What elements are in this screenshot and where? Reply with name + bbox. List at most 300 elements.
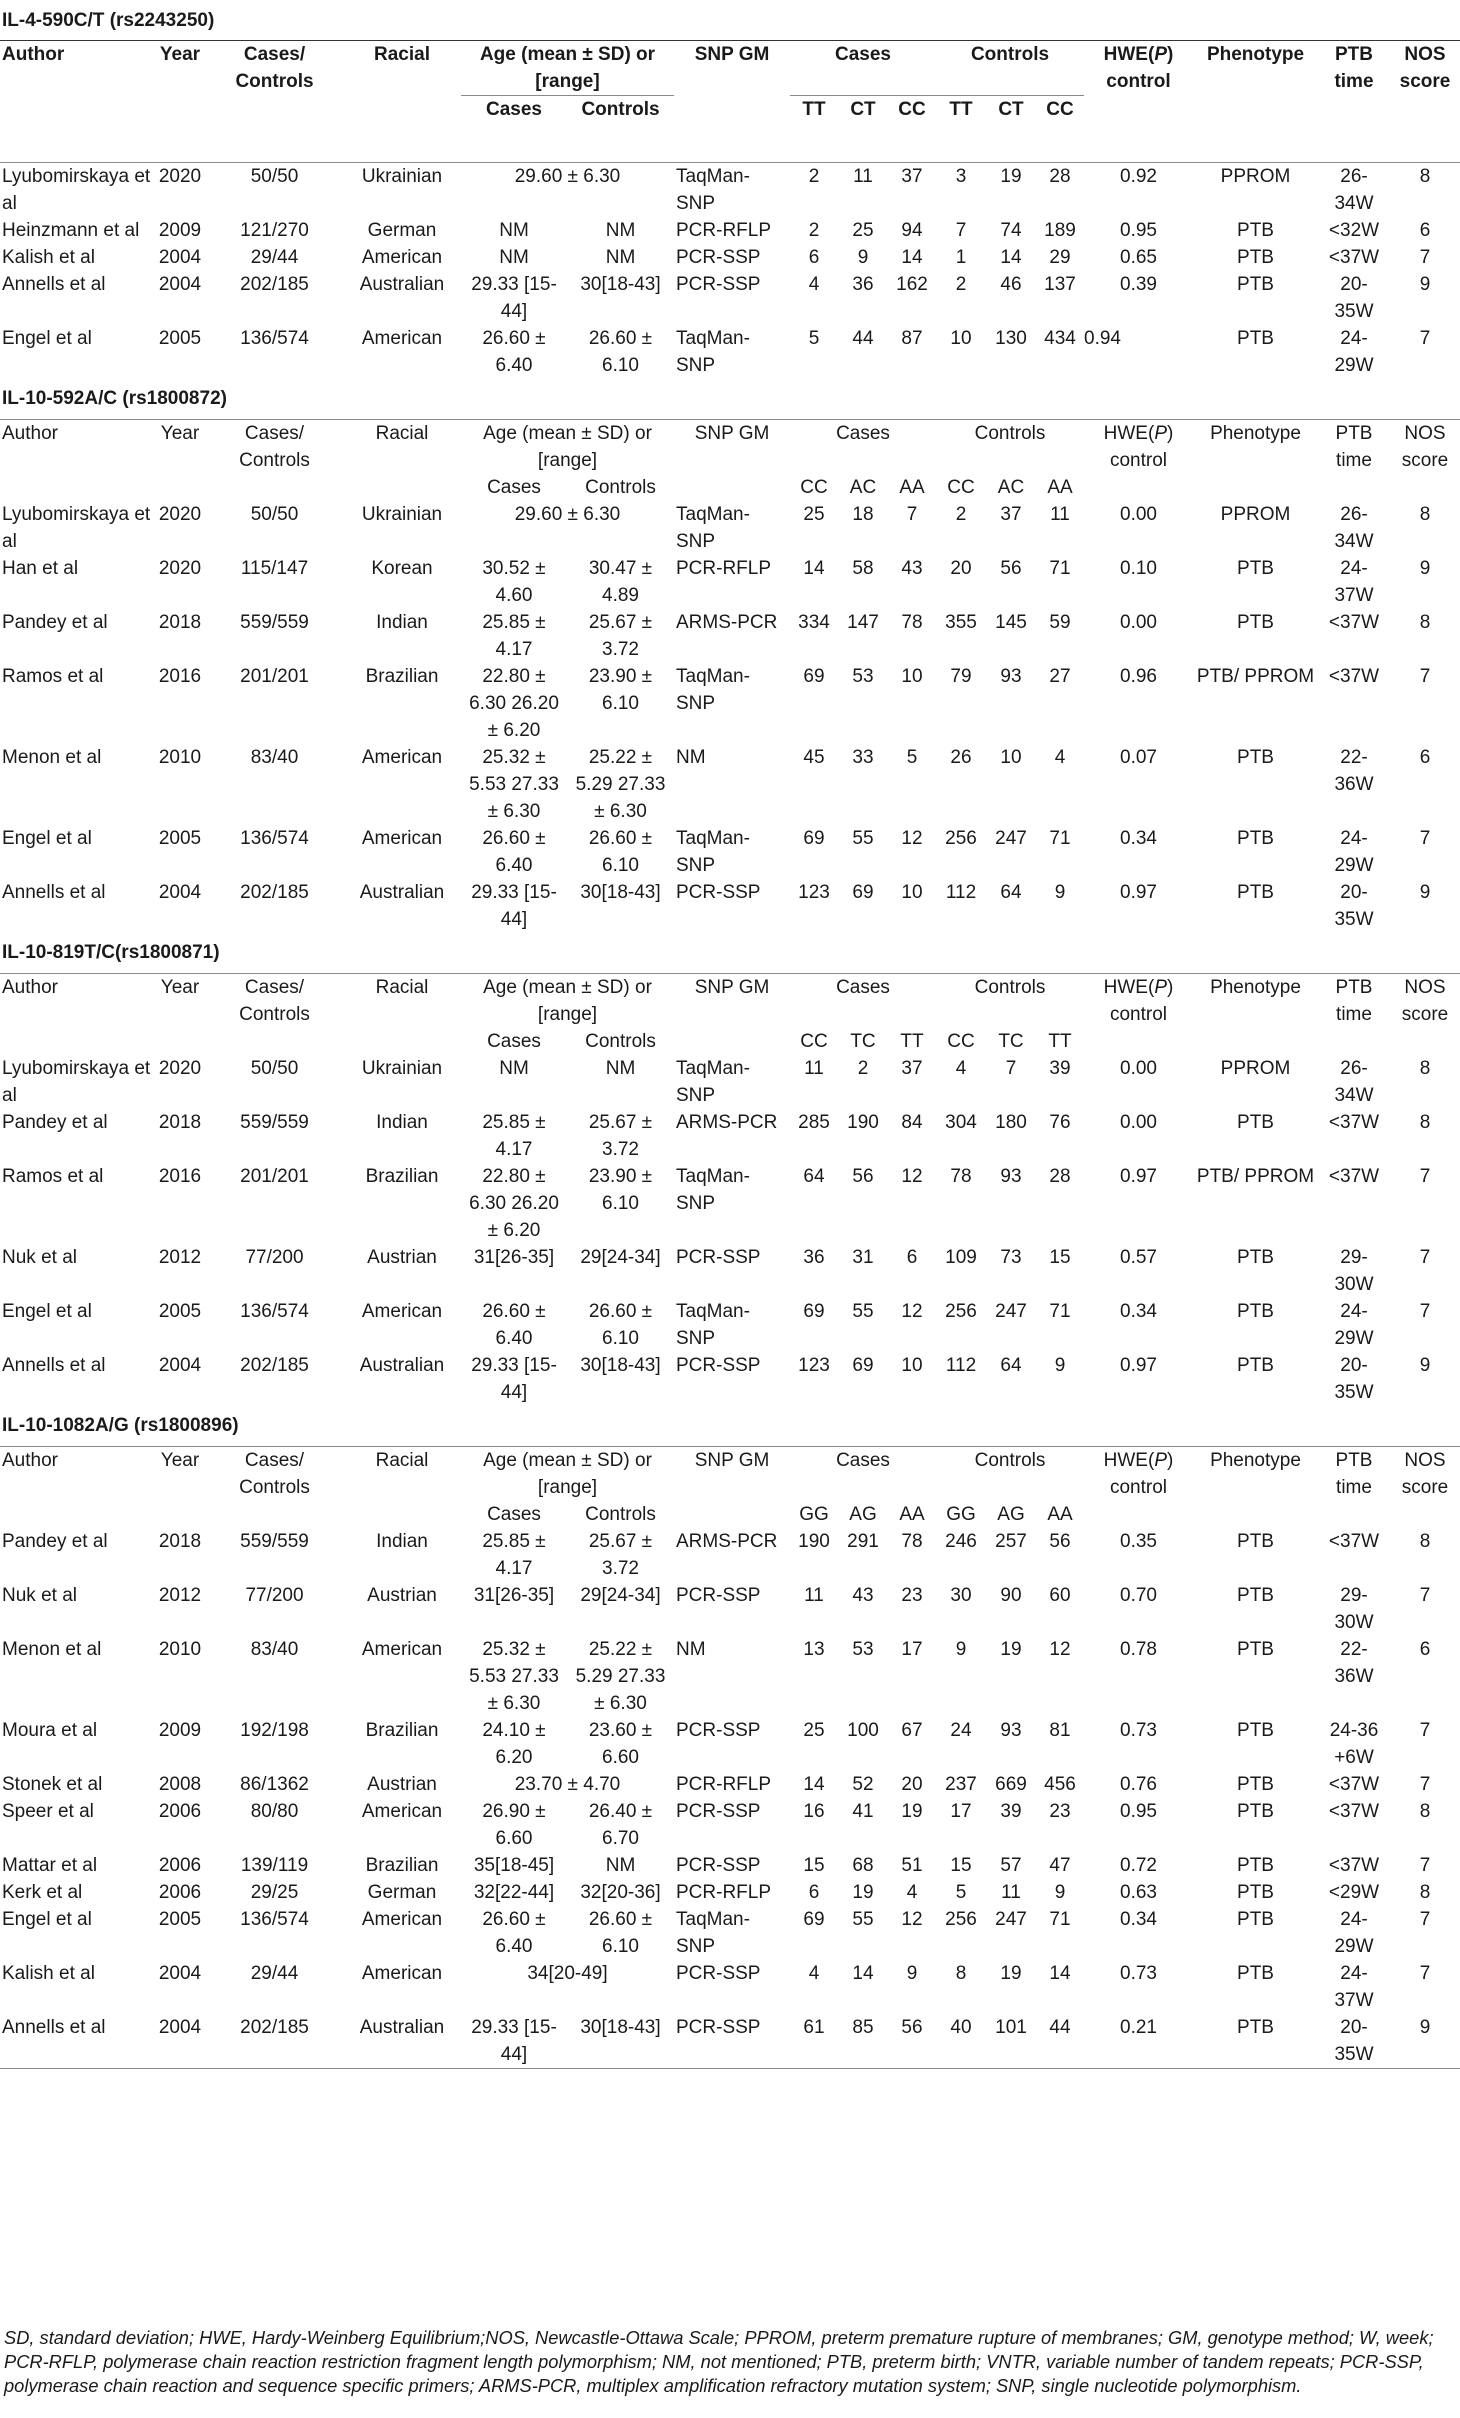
cell-age-controls: 26.60 ± 6.10	[588, 1908, 653, 1957]
cell-year: 2005	[158, 1300, 202, 1322]
cell-author: Engel et al	[2, 827, 92, 849]
col-header-cases: Cases	[835, 44, 891, 65]
cell-age-controls: NM	[605, 1854, 636, 1876]
cell-genotype-count: 64	[803, 1165, 825, 1187]
empty-cell	[206, 96, 343, 142]
cell-ptb-time: <37W	[1328, 1111, 1380, 1133]
empty-cell	[154, 1501, 206, 1528]
cell-snp-gm: TaqMan-SNP	[676, 665, 750, 714]
cell-cases-controls: 50/50	[250, 1057, 299, 1079]
cell-genotype-count: 23	[901, 1584, 923, 1606]
cell-genotype-count: 19	[901, 1800, 923, 1822]
empty-cell	[674, 96, 790, 142]
genotype-header: CC	[947, 476, 975, 498]
cell-age-controls: NM	[605, 246, 636, 268]
empty-cell	[0, 1028, 154, 1055]
cell-ptb-time: 24-29W	[1334, 827, 1374, 876]
empty-cell	[1390, 474, 1460, 501]
table-row	[0, 555, 1460, 609]
cell-genotype-count: 39	[1000, 1800, 1022, 1822]
cell-age-controls: NM	[605, 219, 636, 241]
cell-genotype-count: 2	[857, 1057, 869, 1079]
cell-cases-controls: 115/147	[240, 557, 309, 579]
cell-racial: Brazilian	[365, 1854, 439, 1876]
cell-author: Lyubomirskaya et al	[2, 503, 151, 552]
cell-genotype-count: 100	[847, 1719, 879, 1741]
cell-genotype-count: 26	[950, 746, 972, 768]
cell-hwe: 0.95	[1120, 1800, 1157, 1822]
cell-phenotype: PTB	[1237, 611, 1274, 633]
cell-author: Kalish et al	[2, 246, 95, 268]
cell-genotype-count: 11	[853, 165, 873, 187]
cell-genotype-count: 2	[955, 503, 967, 525]
table-row	[0, 1055, 1460, 1109]
cell-genotype-count: 11	[804, 1057, 824, 1079]
cell-genotype-count: 15	[803, 1854, 825, 1876]
cell-author: Pandey et al	[2, 611, 108, 633]
cell-genotype-count: 14	[803, 557, 825, 579]
cell-nos-score: 8	[1419, 1800, 1431, 1822]
cell-ptb-time: <32W	[1328, 219, 1380, 241]
empty-cell	[343, 1501, 461, 1528]
header-row	[0, 419, 1460, 474]
cell-genotype-count: 14	[1000, 246, 1022, 268]
cell-author: Pandey et al	[2, 1111, 108, 1133]
genotype-header: CC	[947, 1030, 975, 1052]
cell-age-cases: 32[22-44]	[473, 1881, 555, 1903]
cell-age-cases: 25.85 ± 4.17	[482, 1111, 546, 1160]
cell-genotype-count: 37	[1000, 503, 1022, 525]
cell-genotype-count: 90	[1000, 1584, 1022, 1606]
cell-genotype-count: 256	[945, 1300, 977, 1322]
cell-age-cases: 29.33 [15-44]	[471, 273, 557, 322]
cell-age-cases: 25.85 ± 4.17	[482, 611, 546, 660]
cell-ptb-time: 24-37W	[1334, 557, 1374, 606]
cell-phenotype: PTB	[1237, 1719, 1274, 1741]
col-header-racial: Racial	[375, 976, 429, 998]
cell-age-cases: 29.33 [15-44]	[471, 1354, 557, 1403]
table-row	[0, 1798, 1460, 1852]
cell-genotype-count: 304	[945, 1111, 977, 1133]
cell-hwe: 0.10	[1120, 557, 1157, 579]
cell-genotype-count: 10	[950, 327, 972, 349]
cell-genotype-count: 112	[945, 1354, 977, 1376]
cell-genotype-count: 4	[955, 1057, 967, 1079]
cell-cases-controls: 202/185	[206, 2014, 343, 2069]
cell-genotype-count: 237	[945, 1773, 977, 1795]
cell-snp-gm: TaqMan-SNP	[676, 1057, 750, 1106]
col-header-author: Author	[2, 44, 65, 65]
col-header-cases: Cases	[836, 976, 890, 998]
cell-phenotype: PTB	[1237, 273, 1274, 295]
cell-genotype-count: 12	[901, 1908, 923, 1930]
cell-genotype-count: 19	[1000, 165, 1022, 187]
cell-author: Annells et al	[0, 2014, 154, 2069]
cell-hwe: 0.34	[1120, 1908, 1157, 1930]
genotype-header: TC	[850, 1030, 876, 1052]
genotype-header: CT	[986, 96, 1036, 142]
cell-ptb-time: 20-35W	[1334, 273, 1374, 322]
genotype-header: AG	[849, 1503, 877, 1525]
cell-racial: German	[367, 1881, 437, 1903]
cell-cases-controls: 136/574	[240, 327, 309, 349]
cell-phenotype: PTB	[1237, 881, 1274, 903]
cell-genotype-count: 44	[1036, 2014, 1084, 2069]
col-header-nos-score: NOS score	[1401, 422, 1449, 471]
genotype-header: GG	[946, 1503, 976, 1525]
cell-genotype-count: 57	[1000, 1854, 1022, 1876]
cell-author: Lyubomirskaya et al	[2, 165, 151, 214]
cell-genotype-count: 109	[945, 1246, 977, 1268]
cell-snp-gm: ARMS-PCR	[676, 1111, 778, 1133]
cell-year: 2006	[158, 1854, 202, 1876]
genotype-header: AA	[899, 476, 925, 498]
cell-phenotype: PTB	[1237, 1773, 1274, 1795]
cell-genotype-count: 69	[803, 1300, 825, 1322]
cell-genotype-count: 56	[1000, 557, 1022, 579]
cell-author: Han et al	[2, 557, 79, 579]
cell-year: 2010	[158, 746, 202, 768]
col-header-age: Age (mean ± SD) or [range]	[483, 1449, 652, 1498]
cell-genotype-count: 101	[986, 2014, 1036, 2069]
col-header-year: Year	[160, 1449, 200, 1471]
col-header-hwe: HWE(P) control	[1103, 44, 1174, 92]
cell-phenotype: PTB	[1237, 1246, 1274, 1268]
cell-author: Lyubomirskaya et al	[2, 1057, 151, 1106]
cell-genotype-count: 93	[1000, 665, 1022, 687]
col-header-phenotype: Phenotype	[1210, 976, 1301, 998]
col-header-phenotype: Phenotype	[1206, 44, 1305, 65]
cell-racial: Australian	[359, 1354, 445, 1376]
section-title-row	[0, 1406, 1460, 1447]
col-header-controls: Controls	[970, 44, 1050, 65]
cell-genotype-count: 28	[1049, 1165, 1071, 1187]
cell-genotype-count: 355	[945, 611, 977, 633]
cell-year: 2008	[158, 1773, 202, 1795]
cell-phenotype: PTB	[1237, 1800, 1274, 1822]
cell-genotype-count: 28	[1049, 165, 1071, 187]
cell-racial: Indian	[376, 1111, 428, 1133]
cell-genotype-count: 7	[1005, 1057, 1017, 1079]
col-header-author: Author	[2, 422, 58, 444]
header-row	[0, 1446, 1460, 1501]
cell-nos-score: 7	[1419, 1300, 1431, 1322]
cell-age-controls: 26.60 ± 6.10	[588, 1300, 653, 1349]
cell-racial: American	[361, 246, 443, 268]
cell-nos-score: 7	[1419, 1854, 1431, 1876]
cell-phenotype: PTB	[1193, 2014, 1318, 2069]
cell-genotype-count: 180	[995, 1111, 1027, 1133]
cell-genotype-count: 14	[803, 1773, 825, 1795]
cell-genotype-count: 2	[808, 165, 820, 187]
col-header-racial: Racial	[375, 422, 429, 444]
cell-hwe: 0.96	[1120, 665, 1157, 687]
cell-genotype-count: 6	[906, 1246, 918, 1268]
cell-hwe: 0.95	[1120, 219, 1157, 241]
cell-genotype-count: 68	[852, 1854, 874, 1876]
cell-snp-gm: PCR-SSP	[676, 1246, 761, 1268]
cell-snp-gm: PCR-SSP	[676, 1719, 761, 1741]
empty-cell	[343, 96, 461, 142]
cell-age-controls: 25.67 ± 3.72	[588, 611, 653, 660]
cell-nos-score: 9	[1390, 2014, 1460, 2069]
cell-nos-score: 8	[1419, 1057, 1431, 1079]
cell-genotype-count: 67	[901, 1719, 923, 1741]
table-row	[0, 1109, 1460, 1163]
col-header-cases: Cases	[836, 1449, 890, 1471]
cell-genotype-count: 24	[950, 1719, 972, 1741]
hwe-p-symbol: P	[1154, 976, 1167, 998]
col-header-age: Age (mean ± SD) or [range]	[483, 976, 652, 1025]
genotype-header: AC	[997, 476, 1025, 498]
cell-phenotype: PTB	[1237, 1354, 1274, 1376]
empty-cell	[1193, 96, 1318, 142]
col-header-hwe: HWE(P) control	[1103, 976, 1174, 1025]
cell-genotype-count: 81	[1049, 1719, 1071, 1741]
cell-racial: Brazilian	[365, 1165, 439, 1187]
cell-hwe: 0.97	[1120, 1165, 1157, 1187]
cell-hwe: 0.73	[1120, 1962, 1157, 1984]
cell-age-controls: 26.60 ± 6.10	[588, 327, 653, 376]
cell-genotype-count: 53	[852, 665, 874, 687]
cell-genotype-count: 334	[798, 611, 830, 633]
cell-phenotype: PTB	[1237, 1962, 1274, 1984]
cell-hwe: 0.21	[1084, 2014, 1193, 2069]
empty-cell	[206, 474, 343, 501]
cell-snp-gm: TaqMan-SNP	[676, 827, 750, 876]
cell-age-controls: 30[18-43]	[580, 881, 661, 903]
table-row	[0, 1879, 1460, 1906]
empty-cell	[0, 96, 154, 142]
empty-cell	[1390, 1028, 1460, 1055]
cell-genotype-count: 123	[798, 881, 830, 903]
cell-age-cases: 26.60 ± 6.40	[482, 1300, 546, 1349]
cell-cases-controls: 136/574	[240, 827, 309, 849]
cell-ptb-time: <37W	[1328, 1800, 1380, 1822]
col-header-snp-gm: SNP GM	[694, 44, 770, 65]
cell-age-controls: NM	[605, 1057, 636, 1079]
cell-age-cases: 31[26-35]	[473, 1246, 555, 1268]
sub-header-row	[0, 1501, 1460, 1528]
cell-genotype-count: 43	[901, 557, 923, 579]
cell-author: Annells et al	[2, 273, 106, 295]
cell-genotype-count: 247	[995, 1300, 1027, 1322]
cell-genotype-count: 76	[1049, 1111, 1071, 1133]
cell-year: 2004	[154, 2014, 206, 2069]
cell-nos-score: 7	[1419, 1773, 1431, 1795]
cell-genotype-count: 43	[852, 1584, 874, 1606]
cell-year: 2004	[158, 273, 202, 295]
table-row	[0, 663, 1460, 744]
cell-ptb-time: 29-30W	[1334, 1584, 1374, 1633]
col-header-cases-controls: Cases/ Controls	[239, 1449, 310, 1498]
genotype-header: AG	[997, 1503, 1025, 1525]
cell-year: 2009	[158, 219, 202, 241]
cell-phenotype: PTB	[1237, 557, 1274, 579]
cell-age-controls: 29[24-34]	[580, 1246, 661, 1268]
cell-genotype-count: 36	[803, 1246, 825, 1268]
genotype-header: TC	[998, 1030, 1024, 1052]
cell-ptb-time: <37W	[1328, 665, 1380, 687]
cell-year: 2004	[158, 1962, 202, 1984]
table-row	[0, 1852, 1460, 1879]
table-row	[0, 744, 1460, 825]
cell-snp-gm: PCR-SSP	[676, 1854, 761, 1876]
cell-nos-score: 7	[1419, 827, 1431, 849]
cell-age-cases: 29.33 [15-44]	[471, 881, 557, 930]
cell-genotype-count: 13	[803, 1638, 825, 1660]
cell-snp-gm: PCR-SSP	[676, 881, 761, 903]
cell-genotype-count: 46	[1000, 273, 1022, 295]
cell-genotype-count: 4	[1054, 746, 1066, 768]
cell-genotype-count: 5	[906, 746, 918, 768]
empty-cell	[343, 474, 461, 501]
cell-author: Annells et al	[2, 1354, 106, 1376]
cell-nos-score: 8	[1419, 1881, 1431, 1903]
col-header-nos-score: NOS score	[1401, 976, 1449, 1025]
cell-snp-gm: ARMS-PCR	[676, 1530, 778, 1552]
cell-racial: German	[367, 219, 437, 241]
cell-cases-controls: 139/119	[240, 1854, 309, 1876]
col-header-cases-controls: Cases/ Controls	[235, 44, 314, 92]
cell-phenotype: PTB	[1237, 219, 1274, 241]
sub-header-age-cases: Cases	[487, 1030, 541, 1052]
cell-racial: Austrian	[367, 1246, 437, 1268]
section-title-row	[0, 933, 1460, 974]
cell-genotype-count: 147	[847, 611, 879, 633]
cell-hwe: 0.94	[1084, 327, 1121, 349]
cell-year: 2006	[158, 1800, 202, 1822]
cell-ptb-time: 26-34W	[1334, 1057, 1374, 1106]
cell-snp-gm: PCR-SSP	[676, 1354, 761, 1376]
cell-cases-controls: 202/185	[240, 881, 309, 903]
cell-genotype-count: 33	[852, 746, 874, 768]
cell-cases-controls: 201/201	[240, 1165, 309, 1187]
cell-ptb-time: <37W	[1328, 1773, 1380, 1795]
cell-cases-controls: 29/25	[250, 1881, 299, 1903]
cell-genotype-count: 25	[803, 503, 825, 525]
cell-age-controls: 26.60 ± 6.10	[588, 827, 653, 876]
cell-author: Annells et al	[2, 881, 106, 903]
empty-cell	[1193, 1501, 1318, 1528]
empty-cell	[0, 1501, 154, 1528]
cell-genotype-count: 9	[955, 1638, 967, 1660]
cell-year: 2004	[158, 246, 202, 268]
table-row	[0, 1298, 1460, 1352]
cell-nos-score: 6	[1419, 746, 1431, 768]
cell-racial: Austrian	[367, 1773, 437, 1795]
col-header-snp-gm: SNP GM	[694, 1449, 770, 1471]
cell-author: Speer et al	[2, 1800, 94, 1822]
sub-header-age-controls: Controls	[585, 1030, 656, 1052]
cell-genotype-count: 247	[995, 1908, 1027, 1930]
cell-hwe: 0.57	[1120, 1246, 1157, 1268]
cell-genotype-count: 69	[803, 1908, 825, 1930]
cell-phenotype: PTB	[1237, 1530, 1274, 1552]
cell-genotype-count: 19	[1000, 1962, 1022, 1984]
cell-snp-gm: PCR-SSP	[676, 273, 761, 295]
cell-year: 2010	[158, 1638, 202, 1660]
cell-nos-score: 6	[1419, 219, 1431, 241]
cell-age-controls: 23.90 ± 6.10	[588, 665, 653, 714]
cell-phenotype: PTB	[1237, 1300, 1274, 1322]
sub-header-age-cases: Cases	[487, 1503, 541, 1525]
cell-genotype-count: 25	[803, 1719, 825, 1741]
cell-genotype-count: 58	[852, 557, 874, 579]
cell-hwe: 0.70	[1120, 1584, 1157, 1606]
cell-snp-gm: PCR-RFLP	[676, 219, 772, 241]
cell-nos-score: 8	[1419, 611, 1431, 633]
cell-ptb-time: 24-29W	[1334, 1908, 1374, 1957]
cell-year: 2012	[158, 1584, 202, 1606]
cell-nos-score: 8	[1419, 1111, 1431, 1133]
cell-ptb-time: 29-30W	[1334, 1246, 1374, 1295]
col-header-year: Year	[159, 44, 201, 65]
empty-cell	[343, 1028, 461, 1055]
col-header-racial: Racial	[374, 44, 430, 65]
cell-genotype-count: 25	[852, 219, 874, 241]
spacer-cell	[0, 142, 1460, 163]
cell-ptb-time: 20-35W	[1334, 1354, 1374, 1403]
cell-year: 2005	[158, 1908, 202, 1930]
cell-ptb-time: <37W	[1328, 1165, 1380, 1187]
cell-year: 2020	[158, 1057, 202, 1079]
empty-cell	[674, 1501, 790, 1528]
empty-cell	[1084, 474, 1193, 501]
cell-author: Menon et al	[2, 1638, 102, 1660]
cell-genotype-count: 9	[906, 1962, 918, 1984]
cell-author: Engel et al	[2, 1908, 92, 1930]
cell-ptb-time: <37W	[1328, 1854, 1380, 1876]
cell-age-controls: 26.40 ± 6.70	[588, 1800, 653, 1849]
cell-hwe: 0.65	[1120, 246, 1157, 268]
cell-hwe: 0.34	[1120, 827, 1157, 849]
table-row	[0, 162, 1460, 217]
cell-snp-gm: PCR-SSP	[676, 1962, 761, 1984]
cell-genotype-count: 47	[1049, 1854, 1071, 1876]
cell-cases-controls: 29/44	[250, 246, 299, 268]
cell-genotype-count: 55	[852, 1300, 874, 1322]
empty-cell	[1193, 474, 1318, 501]
cell-genotype-count: 64	[1000, 1354, 1022, 1376]
table-row	[0, 1636, 1460, 1717]
cell-snp-gm: TaqMan-SNP	[676, 327, 750, 376]
cell-genotype-count: 162	[896, 273, 928, 295]
cell-cases-controls: 86/1362	[240, 1773, 309, 1795]
cell-genotype-count: 3	[955, 165, 967, 187]
cell-genotype-count: 61	[790, 2014, 838, 2069]
table-row	[0, 1582, 1460, 1636]
cell-author: Nuk et al	[2, 1246, 77, 1268]
cell-genotype-count: 9	[1054, 1881, 1066, 1903]
cell-genotype-count: 40	[936, 2014, 986, 2069]
cell-author: Ramos et al	[2, 665, 104, 687]
cell-racial: Australian	[343, 2014, 461, 2069]
cell-snp-gm: TaqMan-SNP	[676, 503, 750, 552]
cell-ptb-time: 24-29W	[1334, 327, 1374, 376]
cell-genotype-count: 16	[803, 1800, 825, 1822]
col-header-cases-controls: Cases/ Controls	[239, 976, 310, 1025]
cell-genotype-count: 4	[906, 1881, 918, 1903]
cell-genotype-count: 23	[1049, 1800, 1071, 1822]
cell-age-controls: 25.67 ± 3.72	[588, 1111, 653, 1160]
genotype-header: AA	[1047, 1503, 1073, 1525]
col-header-hwe: HWE(P) control	[1103, 422, 1174, 471]
cell-genotype-count: 74	[1000, 219, 1022, 241]
cell-year: 2005	[158, 327, 202, 349]
table-row	[0, 609, 1460, 663]
table-row	[0, 325, 1460, 379]
